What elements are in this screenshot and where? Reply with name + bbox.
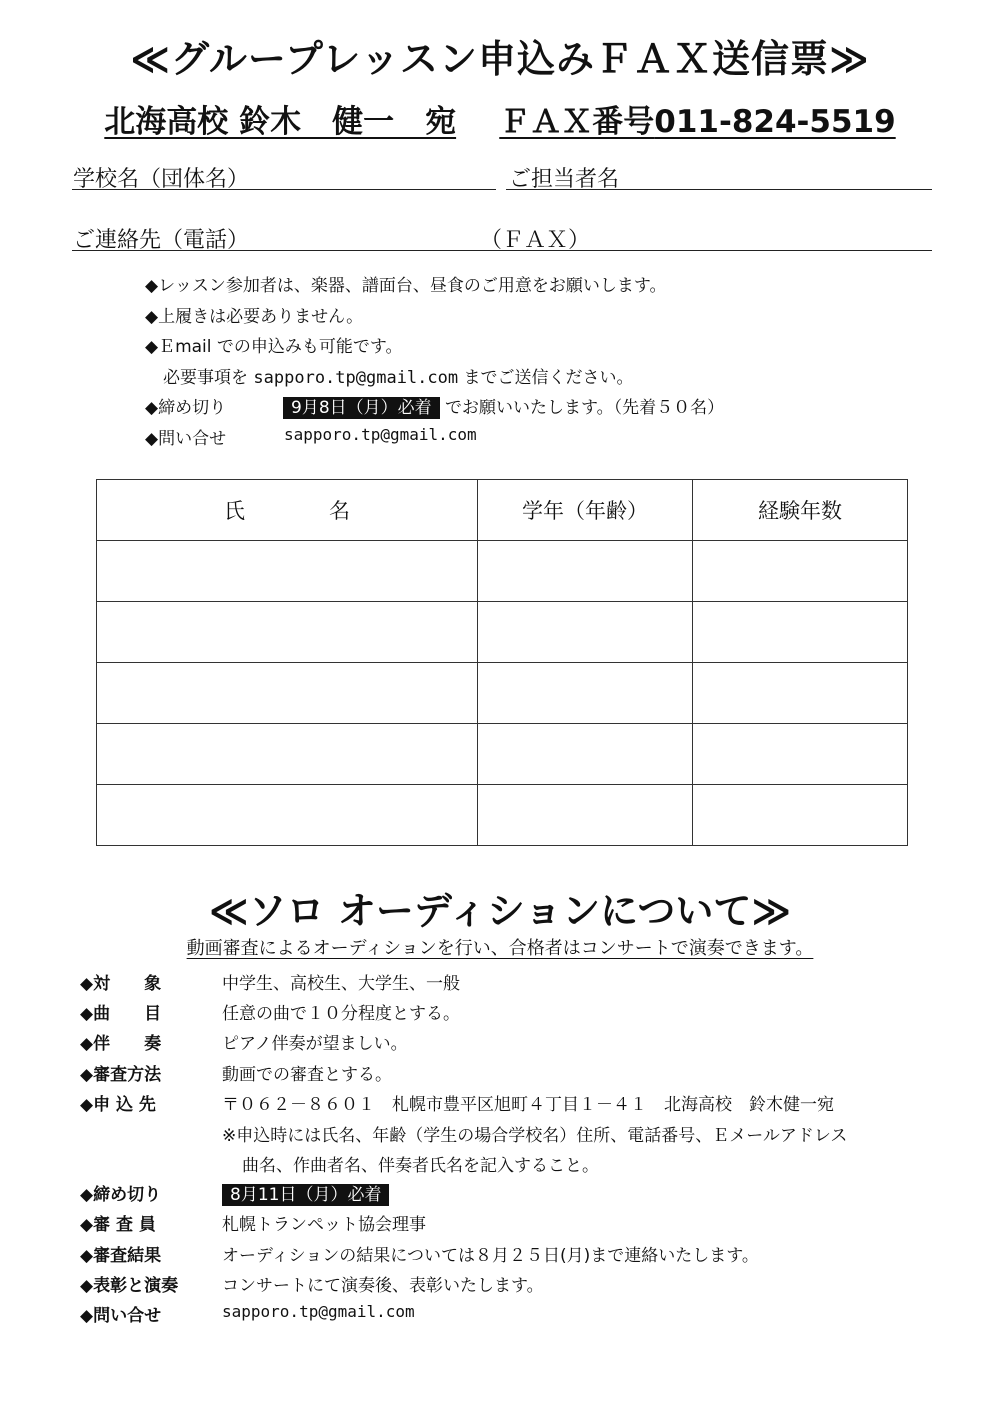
experience-cell[interactable]	[693, 541, 908, 602]
page-title: ≪グループレッスン申込みＦＡＸ送信票≫	[130, 37, 870, 81]
apply-note-2: 曲名、作曲者名、伴奏者氏名を記入すること。	[242, 1156, 599, 1176]
award-label: ◆表彰と演奏	[80, 1276, 179, 1296]
solo-deadline-highlight: 8月11日（月）必着	[222, 1184, 389, 1206]
grade-cell[interactable]	[478, 724, 693, 785]
experience-cell[interactable]	[693, 602, 908, 663]
award-value: コンサートにて演奏後、表彰いたします。	[222, 1276, 544, 1296]
solo-inquiry-label: ◆問い合せ	[80, 1306, 162, 1326]
name-cell[interactable]	[97, 724, 478, 785]
name-cell[interactable]	[97, 663, 478, 724]
table-row	[97, 724, 908, 785]
solo-deadline-label: ◆締め切り	[80, 1185, 162, 1205]
target-value: 中学生、高校生、大学生、一般	[222, 974, 460, 994]
fax-number-label: ＦＡＸ番号	[499, 104, 655, 140]
fax-number: 011-824-5519	[654, 104, 896, 140]
note-email: ◆Ｅmail での申込みも可能です。	[145, 337, 403, 357]
piece-label: ◆曲 目	[80, 1004, 162, 1024]
recipient-line	[0, 96, 1000, 141]
judges-value: 札幌トランペット協会理事	[222, 1215, 426, 1235]
solo-section-title: ≪ソロ オーディションについて≫	[208, 889, 792, 933]
experience-cell[interactable]	[693, 663, 908, 724]
header-grade: 学年（年齢）	[478, 480, 693, 541]
judges-label: ◆審 査 員	[80, 1215, 156, 1235]
recipient: 北海高校 鈴木 健一 宛	[104, 104, 457, 140]
contact-person-label: ご担当者名	[509, 167, 620, 192]
table-row	[97, 541, 908, 602]
deadline-label: ◆締め切り	[145, 398, 227, 418]
result-label: ◆審査結果	[80, 1246, 162, 1266]
apply-note-1: ※申込時には氏名、年齢（学生の場合学校名）住所、電話番号、Ｅメールアドレス	[222, 1126, 848, 1146]
apply-to-value: 〒０６２－８６０１ 札幌市豊平区旭町４丁目１－４１ 北海高校 鈴木健一宛	[222, 1095, 834, 1115]
accompaniment-label: ◆伴 奏	[80, 1034, 162, 1054]
solo-deadline-line	[222, 1180, 389, 1205]
grade-cell[interactable]	[478, 785, 693, 846]
participant-table	[96, 479, 908, 846]
school-name-field[interactable]	[72, 189, 496, 190]
result-value: オーディションの結果については８月２５日(月)まで連絡いたします。	[222, 1246, 759, 1266]
table-row	[97, 663, 908, 724]
grade-cell[interactable]	[478, 602, 693, 663]
accompaniment-value: ピアノ伴奏が望ましい。	[222, 1034, 408, 1054]
experience-cell[interactable]	[693, 724, 908, 785]
phone-label: ご連絡先（電話）	[73, 228, 250, 253]
inquiry-email: sapporo.tp@gmail.com	[284, 425, 477, 444]
name-cell[interactable]	[97, 785, 478, 846]
table-row	[97, 785, 908, 846]
note-email-address: sapporo.tp@gmail.com	[253, 368, 459, 388]
header-experience: 経験年数	[693, 480, 908, 541]
name-cell[interactable]	[97, 602, 478, 663]
header-name: 氏 名	[97, 480, 478, 541]
note-email-post: までご送信ください。	[458, 368, 634, 388]
name-cell[interactable]	[97, 541, 478, 602]
deadline-highlight: 9月8日（月）必着	[283, 397, 440, 419]
note-shoes: ◆上履きは必要ありません。	[145, 307, 364, 327]
screening-method-label: ◆審査方法	[80, 1065, 162, 1085]
target-label: ◆対 象	[80, 974, 162, 994]
inquiry-label: ◆問い合せ	[145, 429, 227, 449]
experience-cell[interactable]	[693, 785, 908, 846]
phone-fax-field[interactable]	[72, 250, 932, 251]
note-lesson-items: ◆レッスン参加者は、楽器、譜面台、昼食のご用意をお願いします。	[145, 276, 667, 296]
piece-value: 任意の曲で１０分程度とする。	[222, 1004, 460, 1024]
grade-cell[interactable]	[478, 663, 693, 724]
school-name-label: 学校名（団体名）	[73, 167, 250, 192]
fax-field-label: （ＦＡＸ）	[480, 228, 591, 253]
apply-to-label: ◆申 込 先	[80, 1095, 156, 1115]
grade-cell[interactable]	[478, 541, 693, 602]
table-row	[97, 602, 908, 663]
note-email-detail	[163, 363, 634, 388]
screening-method-value: 動画での審査とする。	[222, 1065, 392, 1085]
note-email-pre: 必要事項を	[163, 368, 254, 388]
deadline-line	[283, 393, 724, 418]
solo-lead	[0, 934, 1000, 960]
solo-inquiry-email: sapporo.tp@gmail.com	[222, 1302, 415, 1321]
contact-person-field[interactable]	[506, 189, 932, 190]
solo-lead-text: 動画審査によるオーディションを行い、合格者はコンサートで演奏できます。	[186, 938, 814, 959]
table-header-row	[97, 480, 908, 541]
deadline-post: でお願いいたします。（先着５０名）	[445, 398, 725, 418]
